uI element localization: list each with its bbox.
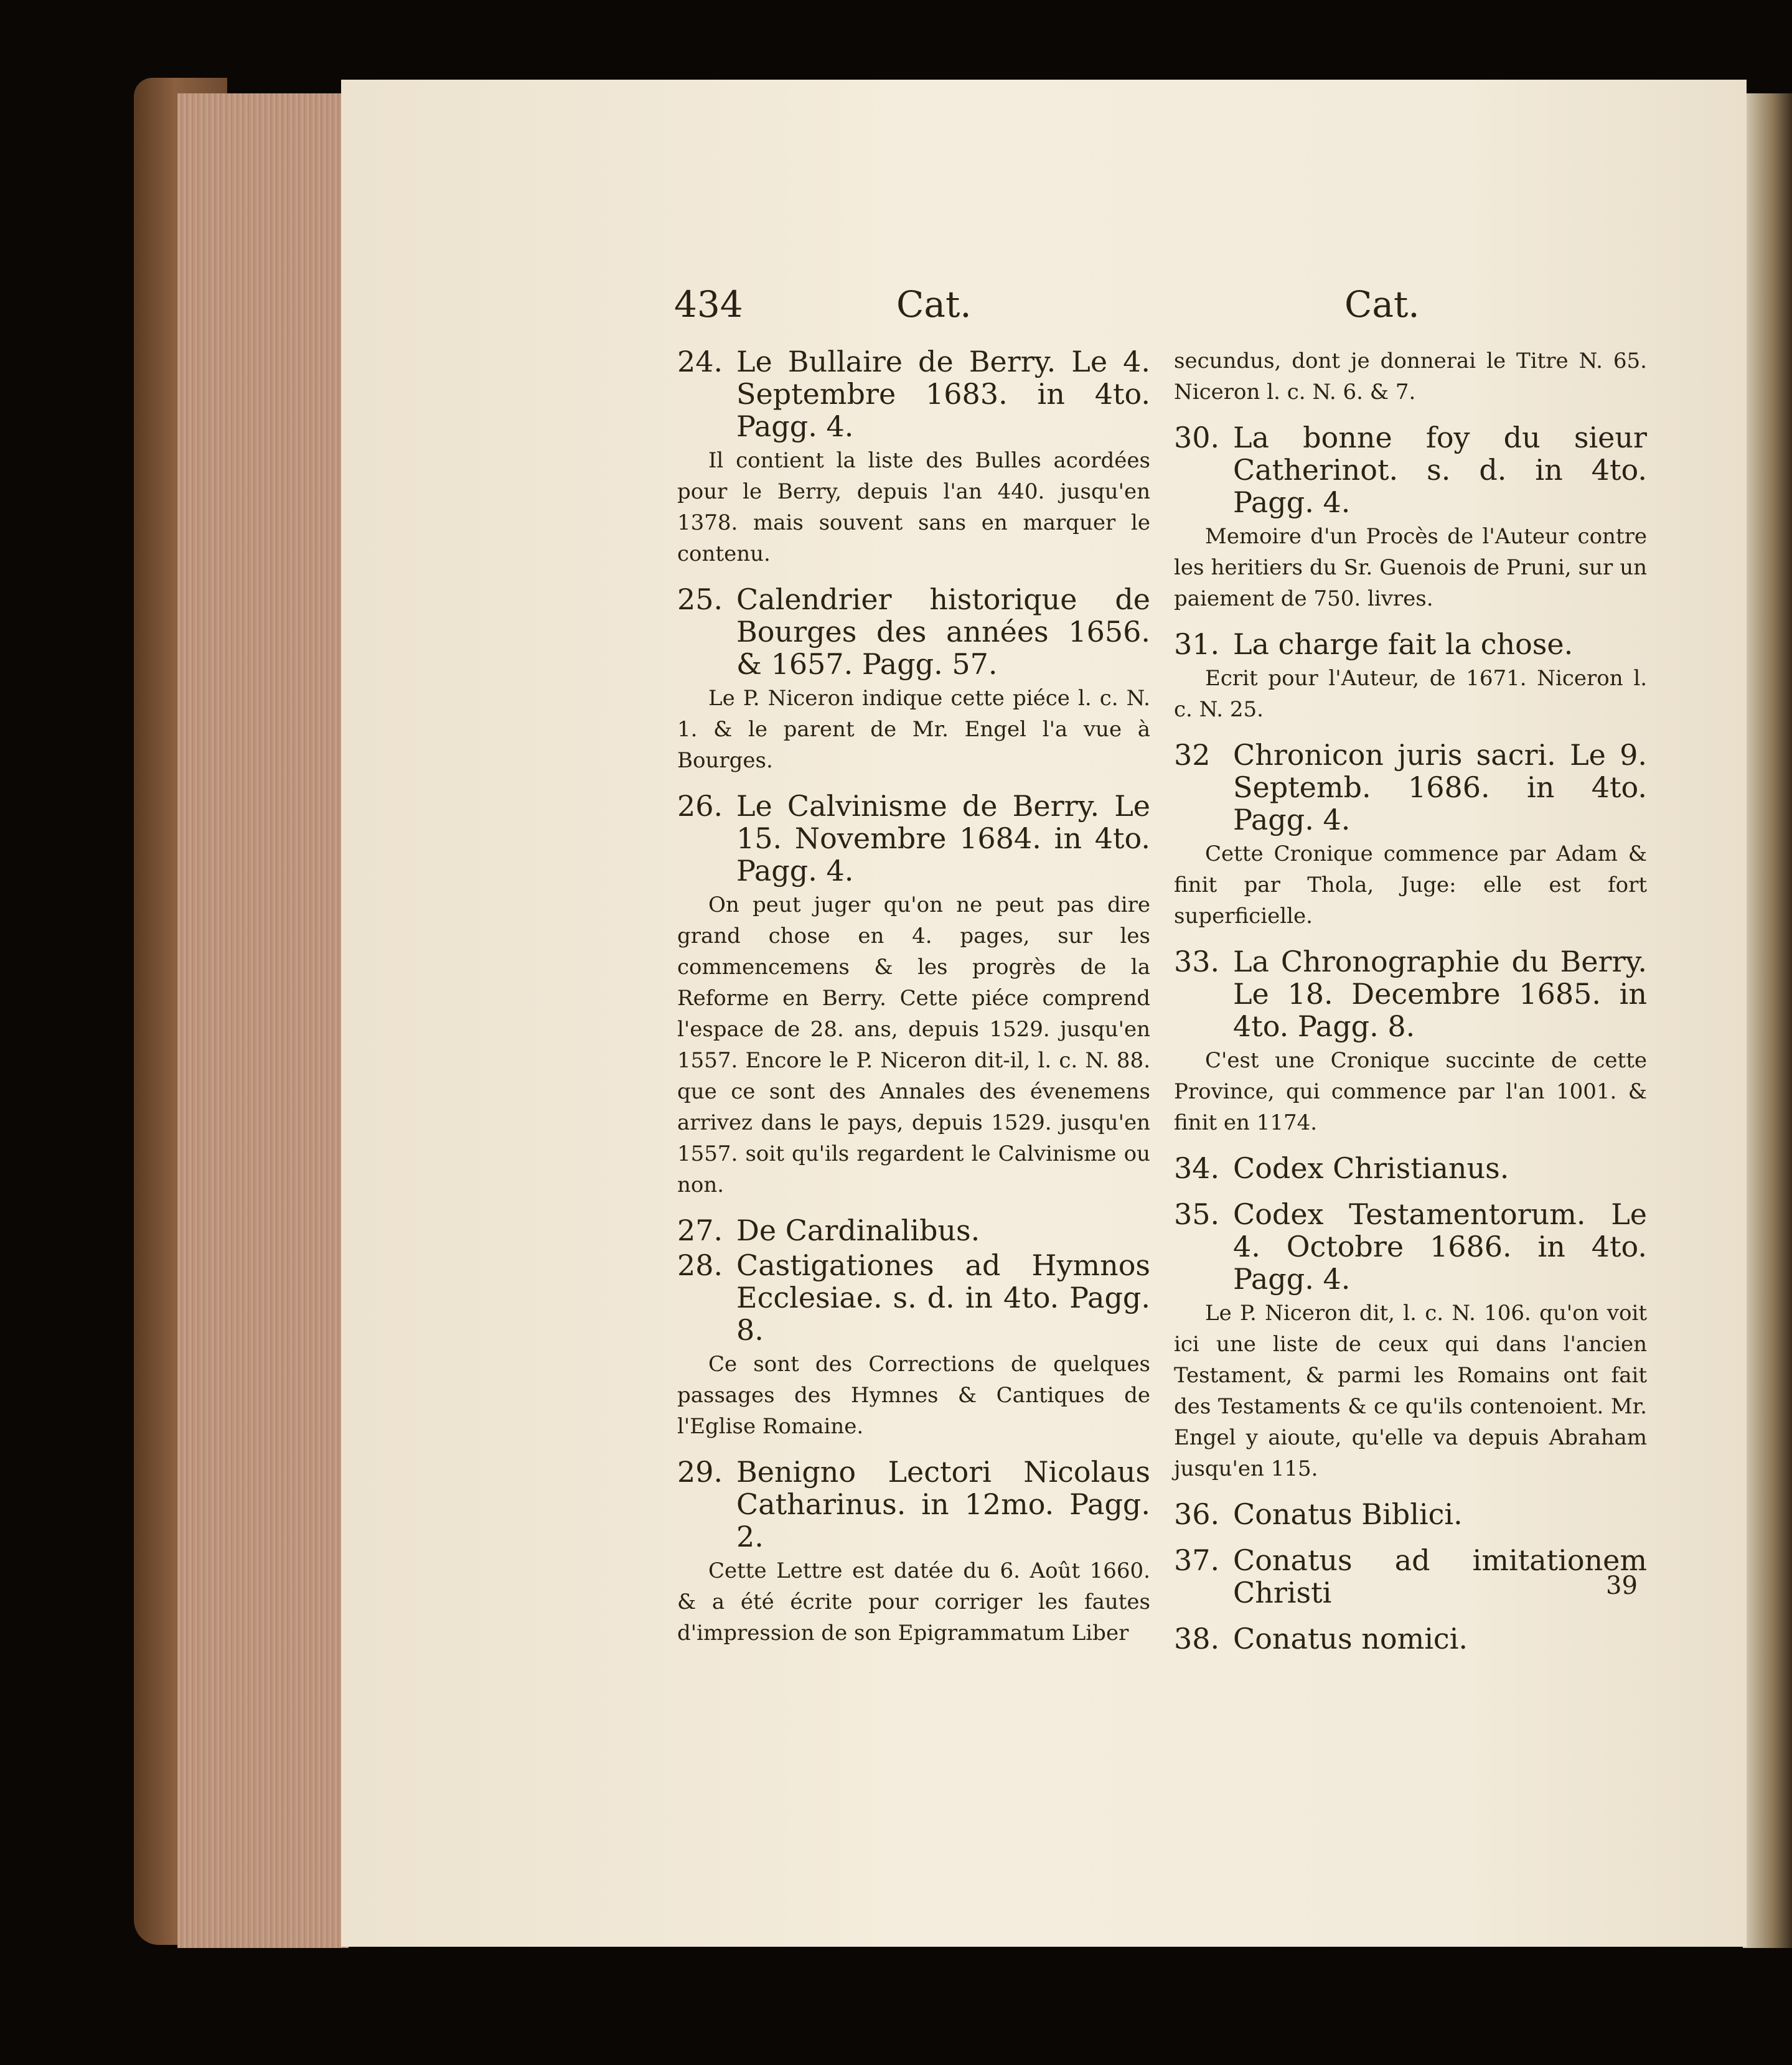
entry-number: 27.	[677, 1214, 723, 1247]
continued-note	[1174, 345, 1647, 408]
entry-number: 25.	[677, 583, 723, 616]
entry-title: La Chronographie du Berry. Le 18. Decembre 1685. in 4to. Pagg. 8.	[1233, 945, 1647, 1043]
entry-title: Conatus Biblici.	[1233, 1497, 1463, 1531]
book-fore-edge	[177, 93, 349, 1948]
entry-number: 36.	[1174, 1497, 1220, 1531]
entry-title: La charge fait la chose.	[1233, 627, 1574, 661]
catalog-entry	[1174, 739, 1647, 932]
page-number: 434	[674, 283, 743, 325]
entry-title: De Cardinalibus.	[736, 1214, 980, 1247]
entry-number: 31.	[1174, 627, 1220, 661]
entry-note: On peut juger qu'on ne peut pas dire grand chose en 4. pages, sur les commencemens & les progrès de la Reforme en Berry. Cette piéce comprend l'espace de 28. ans, depuis 1529. jusqu'en 1557. Encore le P. Niceron dit-il, l. c. N. 88. que ce sont des Annales des évenemens arrivez dans le pays, depuis 1529. jusqu'en 1557. soit qu'ils regardent le Calvinisme ou non.	[677, 892, 1150, 1197]
running-head-left: Cat.	[896, 283, 972, 325]
entry-note: Cette Cronique commence par Adam & finit par Thola, Juge: elle est fort superficielle.	[1174, 841, 1647, 929]
entry-title: Conatus ad imitationem Christi	[1233, 1543, 1647, 1609]
entry-title: Calendrier historique de Bourges des années 1656. & 1657. Pagg. 57.	[736, 583, 1150, 681]
entry-title: Le Calvinisme de Berry. Le 15. Novembre 1684. in 4to. Pagg. 4.	[736, 789, 1150, 887]
entry-number: 29.	[677, 1455, 723, 1489]
entry-number: 33.	[1174, 945, 1220, 978]
facing-page-edge	[1743, 93, 1792, 1948]
catalog-entry	[677, 345, 1150, 569]
entry-number: 34.	[1174, 1151, 1220, 1185]
entry-title: Castigationes ad Hymnos Ecclesiae. s. d. in 4to. Pagg. 8.	[736, 1248, 1150, 1347]
entry-title: Chronicon juris sacri. Le 9. Septemb. 1686. in 4to. Pagg. 4.	[1233, 738, 1647, 836]
running-head-right: Cat.	[1344, 283, 1420, 325]
catalog-entry	[1174, 1622, 1647, 1655]
catalog-entry	[1174, 1152, 1647, 1184]
entry-title: Benigno Lectori Nicolaus Catharinus. in 12mo. Pagg. 2.	[736, 1455, 1150, 1553]
entry-number: 30.	[1174, 421, 1220, 454]
catalog-entry	[1174, 628, 1647, 725]
entry-number: 37.	[1174, 1543, 1220, 1577]
entry-note: Le P. Niceron indique cette piéce l. c. N. 1. & le parent de Mr. Engel l'a vue à Bourges.	[677, 686, 1150, 773]
catalog-entry	[1174, 1498, 1647, 1530]
entry-title: La bonne foy du sieur Catherinot. s. d. in 4to. Pagg. 4.	[1233, 421, 1647, 519]
entry-number: 26.	[677, 789, 723, 823]
catalog-entry	[1174, 1198, 1647, 1484]
catalog-entry	[677, 1214, 1150, 1247]
signature-mark: 39	[1606, 1571, 1638, 1600]
entry-note: Ce sont des Corrections de quelques passages des Hymnes & Cantiques de l'Eglise Romaine.	[677, 1352, 1150, 1439]
catalog-entry	[1174, 945, 1647, 1138]
entry-note: Le P. Niceron dit, l. c. N. 106. qu'on voit ici une liste de ceux qui dans l'ancien Testament, & parmi les Romains ont fait des Testaments & ce qu'ils contenoient. Mr. Engel y aioute, qu'elle va depuis Abraham jusqu'en 115.	[1174, 1301, 1647, 1481]
right-column	[1174, 345, 1647, 1669]
entry-title: Codex Testamentorum. Le 4. Octobre 1686. in 4to. Pagg. 4.	[1233, 1197, 1647, 1296]
entry-title: Codex Christianus.	[1233, 1151, 1509, 1185]
entry-number: 32	[1174, 738, 1211, 772]
entry-number: 24.	[677, 345, 723, 378]
left-column	[677, 345, 1150, 1662]
entry-number: 35.	[1174, 1197, 1220, 1231]
entry-note: Il contient la liste des Bulles acordées pour le Berry, depuis l'an 440. jusqu'en 1378. mais souvent sans en marquer le contenu.	[677, 448, 1150, 566]
catalog-entry	[677, 790, 1150, 1201]
catalog-entry	[1174, 421, 1647, 614]
entry-note: Cette Lettre est datée du 6. Août 1660. & a été écrite pour corriger les fautes d'impression de son Epigrammatum Liber	[677, 1558, 1150, 1646]
catalog-entry	[677, 1456, 1150, 1649]
entry-number: 38.	[1174, 1622, 1220, 1655]
entry-note-continuation: secundus, dont je donnerai le Titre N. 65. Niceron l. c. N. 6. & 7.	[1174, 349, 1647, 405]
entry-title: Conatus nomici.	[1233, 1622, 1468, 1655]
entry-note: Memoire d'un Procès de l'Auteur contre les heritiers du Sr. Guenois de Pruni, sur un paiement de 750. livres.	[1174, 524, 1647, 611]
catalog-entry	[1174, 1544, 1647, 1609]
entry-number: 28.	[677, 1248, 723, 1282]
catalog-entry	[677, 583, 1150, 776]
entry-title: Le Bullaire de Berry. Le 4. Septembre 1683. in 4to. Pagg. 4.	[736, 345, 1150, 443]
entry-note: C'est une Cronique succinte de cette Province, qui commence par l'an 1001. & finit en 1174.	[1174, 1048, 1647, 1135]
catalog-entry	[677, 1249, 1150, 1442]
entry-note: Ecrit pour l'Auteur, de 1671. Niceron l. c. N. 25.	[1174, 666, 1647, 722]
